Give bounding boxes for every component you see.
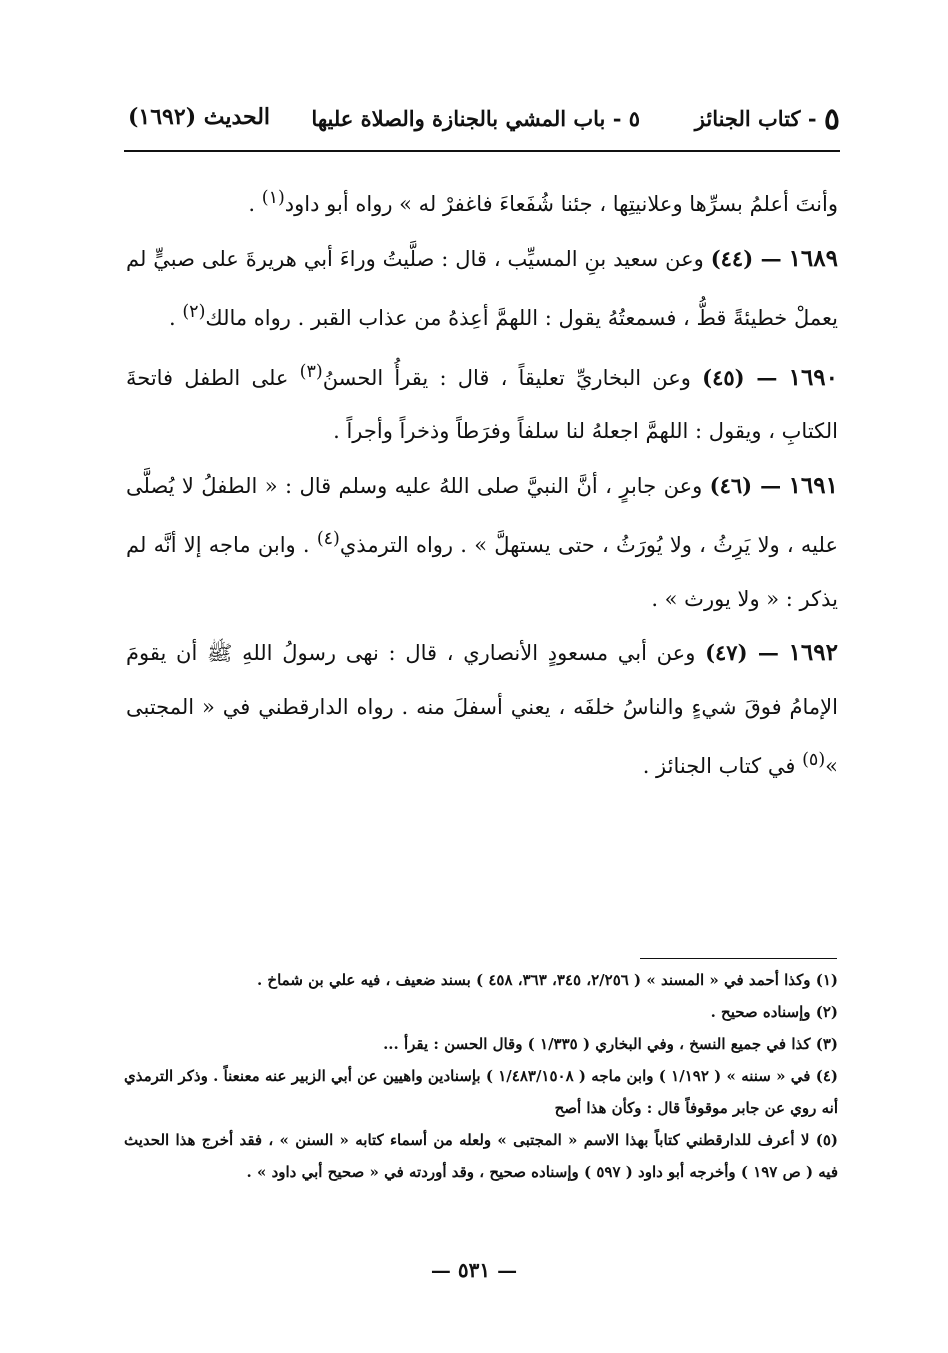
- hadith-text: وعن سعيد بنِ المسيِّب ، قال : صلَّيتُ وراءَ أبي هريرةَ على صبيٍّ لم يعملْ خطيئةً قطُّ ، فسمعتُهُ يقول : اللهمَّ أعِذهُ من عذاب القبر . رواه مالك: [126, 246, 838, 330]
- hadith-text-end: على الطفل فاتحةَ الكتابِ ، ويقول : اللهمَّ اجعلهُ لنا سلفاً وفرَطاً وذخراً وأجراً .: [126, 365, 838, 443]
- hadith-number: ١٦٩٠: [788, 363, 839, 391]
- continuation-paragraph: وأنتَ أعلمُ بسرِّها وعلانيتِها ، جئنا شُفَعاءَ فاغفرْ له » رواه أبو داود$^{(١)}$ .: [248, 188, 838, 216]
- main-text: [126, 172, 838, 794]
- hadith-text-end: .: [168, 306, 176, 330]
- footnote-ref: (٢): [182, 302, 206, 322]
- hadith-paragraph: [126, 459, 838, 627]
- continuation-text: وأنتَ أعلمُ بسرِّها وعلانيتِها ، جئنا شُفَعاءَ فاغفرْ له » رواه أبو داود: [284, 192, 838, 216]
- section-title: ٥ - باب المشي بالجنازة والصلاة عليها: [311, 106, 640, 131]
- hadith-paragraph: [126, 626, 838, 794]
- footnote-1: (١) وكذا أحمد في « المسند » ( ٢/٢٥٦، ٣٤٥، ٣٦٣، ٤٥٨ ) بسند ضعيف ، فيه علي بن شماخ .: [256, 971, 838, 989]
- hadith-local-number: — (٤٦): [709, 472, 782, 498]
- footnote-5: (٥) لا أعرف للدارقطني كتاباً بهذا الاسم « المجتبى » ولعله من أسماء كتابه « السنن » ، فقد أخرج هذا الحديث فيه ( ص ١٩٧ ) وأخرجه أبو داود ( ٥٩٧ ) وإسناده صحيح ، وقد أوردته في « صحيح أبي داود » .: [124, 1131, 838, 1181]
- hadith-number: ١٦٩٢: [788, 639, 838, 666]
- chapter-number: ٥: [823, 102, 840, 137]
- footnote-4: (٤) في « سننه » ( ١/١٩٢ ) وابن ماجه ( ١/٤٨٣/١٥٠٨ ) بإسنادين واهيين عن أبي الزبير عنه معنعناً . وذكر الترمذي أنه روي عن جابر موقوفاً قال : وكأن هذا أصح: [124, 1067, 839, 1117]
- footnote-ref: (٤): [316, 529, 340, 549]
- running-header: [128, 96, 840, 152]
- hadith-number: ١٦٨٩: [788, 244, 838, 272]
- footnote-2: (٢) وإسناده صحيح .: [710, 1003, 838, 1021]
- chapter-title: - كتاب الجنائز: [694, 106, 817, 131]
- header-divider: [124, 150, 840, 152]
- hadith-local-number: — (٤٤): [710, 245, 782, 271]
- chapter-heading: [695, 102, 840, 137]
- hadith-text-end: . وابن ماجه إلا أنَّه لم يذكر : « ولا يورث » .: [126, 533, 838, 611]
- hadith-paragraph: [126, 232, 838, 346]
- hadith-local-number: — (٤٥): [702, 364, 778, 390]
- page-number: — ٥٣١ —: [430, 1258, 518, 1282]
- hadith-text: وعن جابرٍ ، أنَّ النبيَّ صلى اللهُ عليه وسلم قال : « الطفلُ لا يُصلَّى عليه ، ولا يَرِثُ ، ولا يُورَثُ ، حتى يستهلَّ » . رواه الترمذي: [126, 473, 838, 557]
- hadith-range: الحديث (١٦٩٢): [128, 104, 271, 130]
- hadith-local-number: — (٤٧): [705, 640, 779, 665]
- footnotes: [124, 964, 838, 1188]
- hadith-text-end: في كتاب الجنائز .: [642, 754, 796, 778]
- hadith-text: وعن البخاريِّ تعليقاً ، قال : يقرأُ الحسنُ: [322, 365, 691, 390]
- hadith-number: ١٦٩١: [788, 471, 838, 499]
- hadith-text: وعن أبي مسعودٍ الأنصاري ، قال : نهى رسولُ اللهِ ﷺ أن يقومَ الإمامُ فوقَ شيءٍ والناسُ خلفَه ، يعني أسفلَ منه . رواه الدارقطني في « المجتبى »: [126, 641, 838, 778]
- footnote-ref: (١): [261, 188, 285, 208]
- footnote-ref: (٣): [299, 361, 323, 382]
- footnote-ref: (٥): [802, 750, 826, 770]
- hadith-paragraph: [126, 346, 838, 459]
- footnote-divider: [640, 958, 837, 959]
- footnote-3: (٣) كذا في جميع النسخ ، وفي البخاري ( ١/٣٣٥ ) وقال الحسن : يقرأ ...: [383, 1035, 838, 1053]
